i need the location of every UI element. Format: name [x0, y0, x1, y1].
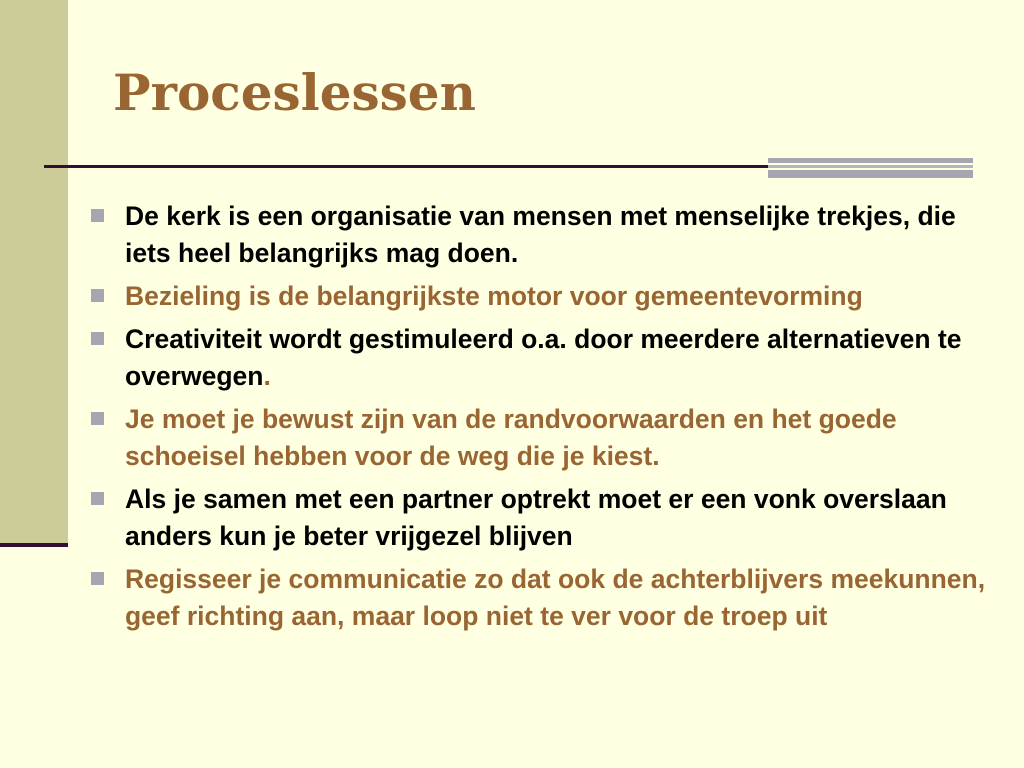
square-bullet-icon	[91, 209, 104, 222]
bullet-text-suffix: .	[263, 361, 271, 391]
bullet-text: Creativiteit wordt gestimuleerd o.a. door meerdere alternatieven te overwegen	[125, 324, 962, 391]
accent-stripe	[768, 170, 973, 178]
bullet-item	[88, 401, 988, 475]
bullet-item	[88, 481, 988, 555]
bullet-item	[88, 198, 988, 272]
bullet-item	[88, 561, 988, 635]
accent-stripes	[768, 158, 973, 178]
bullet-list	[88, 198, 988, 641]
sidebar-decoration	[0, 0, 68, 545]
bullet-text: Bezieling is de belangrijkste motor voor gemeentevorming	[125, 281, 863, 311]
accent-stripe	[768, 158, 973, 163]
sidebar-rule	[0, 543, 68, 547]
bullet-text: Regisseer je communicatie zo dat ook de achterblijvers meekunnen, geef richting aan, maar loop niet te ver voor de troep uit	[125, 564, 986, 631]
bullet-item	[88, 321, 988, 395]
square-bullet-icon	[91, 492, 104, 505]
square-bullet-icon	[91, 412, 104, 425]
square-bullet-icon	[91, 289, 104, 302]
bullet-text: Je moet je bewust zijn van de randvoorwaarden en het goede schoeisel hebben voor de weg die je kiest.	[125, 404, 897, 471]
slide-title: Proceslessen	[113, 63, 476, 122]
square-bullet-icon	[91, 572, 104, 585]
square-bullet-icon	[91, 332, 104, 345]
bullet-text: De kerk is een organisatie van mensen met menselijke trekjes, die iets heel belangrijks mag doen.	[125, 201, 956, 268]
title-underline	[44, 165, 768, 168]
bullet-item	[88, 278, 988, 315]
accent-stripe	[768, 165, 973, 168]
bullet-text: Als je samen met een partner optrekt moet er een vonk overslaan anders kun je beter vrijgezel blijven	[125, 484, 947, 551]
